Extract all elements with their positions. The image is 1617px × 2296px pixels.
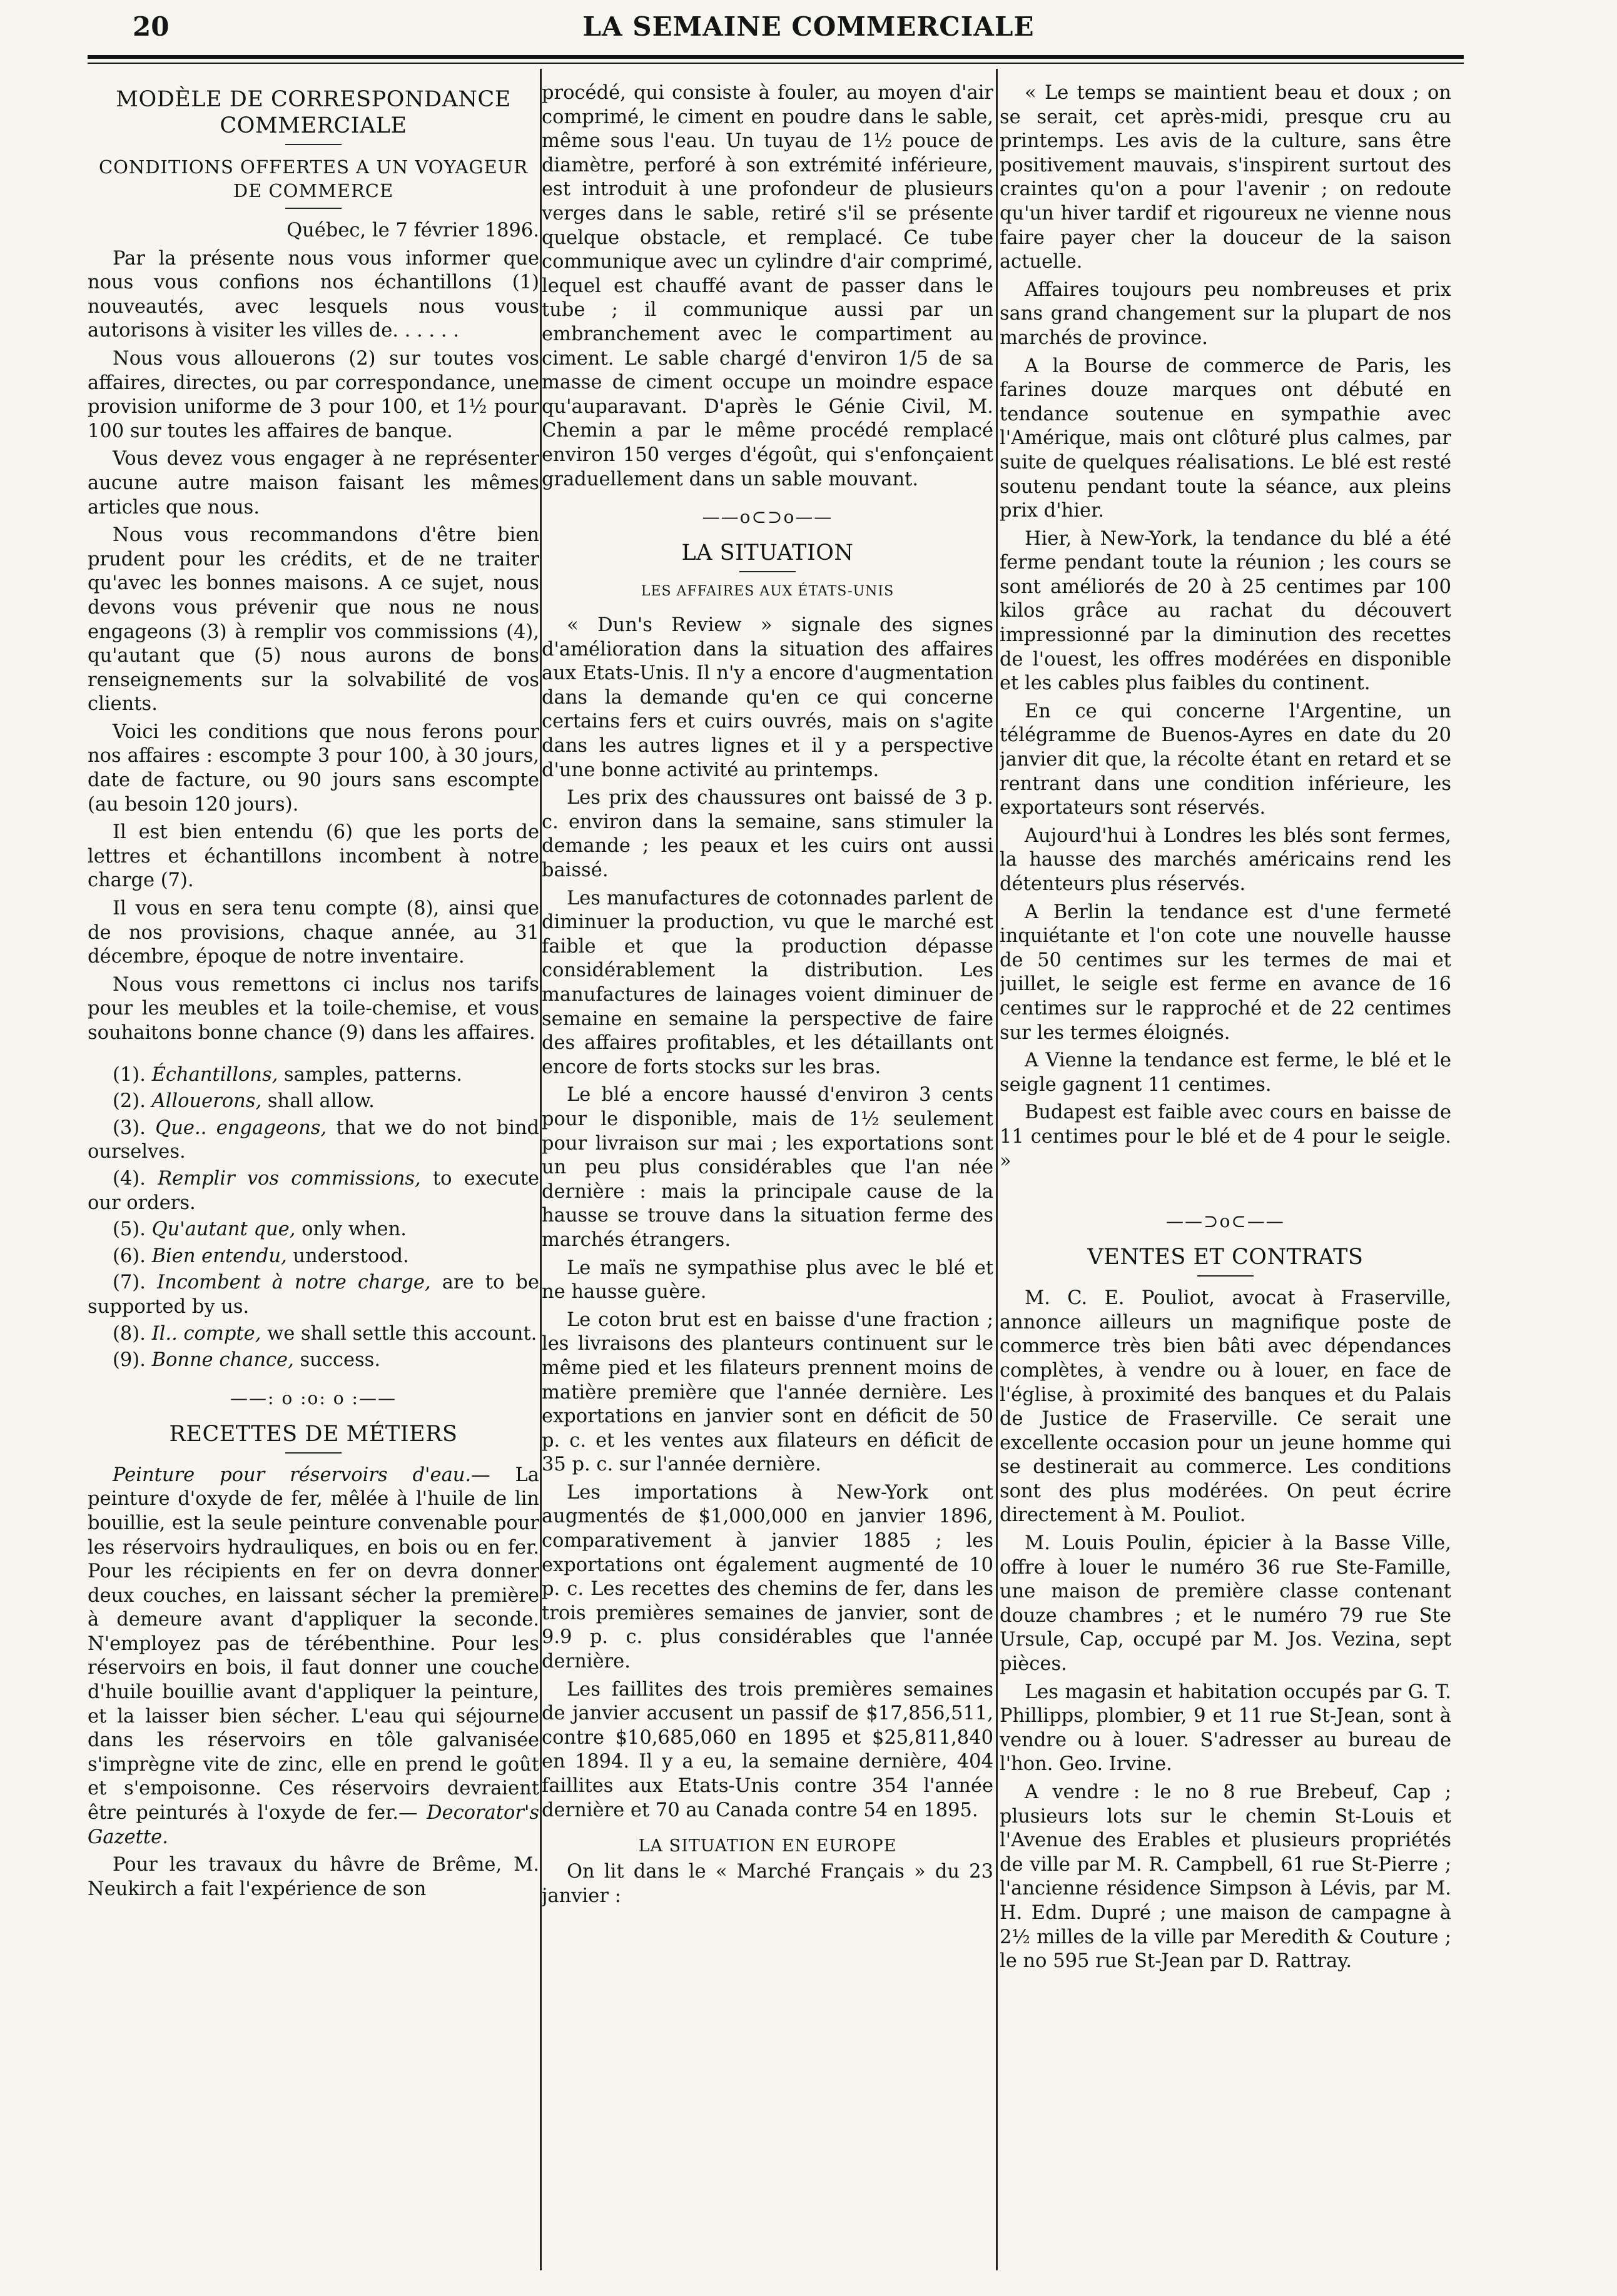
note-item: (1). Échantillons, samples, patterns.	[113, 1063, 462, 1086]
note-item: (9). Bonne chance, success.	[113, 1349, 381, 1372]
article-title-recettes: RECETTES DE MÉTIERS	[169, 1421, 458, 1447]
article-title-ventes: VENTES ET CONTRATS	[1087, 1245, 1364, 1270]
note-item: (2). Allouerons, shall allow.	[113, 1090, 375, 1113]
article-subtitle: CONDITIONS OFFERTES A UN VOYAGEUR DE COMMERCE	[98, 156, 529, 201]
section-subtitle-etats-unis: LES AFFAIRES AUX ÉTATS-UNIS	[641, 584, 895, 600]
paragraph: Le blé a encore haussé d'environ 3 cents pour le disponible, mais de 1½ seulement pour livraison sur mai ; les exportations sont un peu plus considérables que l'an née dernière : mais la principale cause de la hausse se trouve dans la situation ferme des marchés étrangers.	[542, 1084, 993, 1251]
paragraph: Les manufactures de cotonnades parlent de diminuer la production, vu que le marché est faible et que la production dépasse considérablement la distribution. Les manufactures de lainages voient diminuer de semaine en semaine la perspective de faire des affaires profitables, et les détaillants ont encore de forts stocks sur les bras.	[542, 887, 993, 1078]
paragraph: Hier, à New-York, la tendance du blé a été ferme pendant toute la réunion ; les cours se sont améliorés de 20 à 25 centimes par 100 kilos grâce au rachat du découvert impressionné par la diminution des recettes de l'ouest, les offres modérées en disponible et les cables plus faibles du continent.	[1000, 527, 1451, 695]
paragraph: Nous vous allouerons (2) sur toutes vos affaires, directes, ou par correspondance, une provision uniforme de 3 pour 100, et 1½ pour 100 sur toutes les affaires de banque.	[88, 347, 539, 442]
paragraph: Le coton brut est en baisse d'une fraction ; les livraisons des planteurs continuent sur le même pied et les filateurs prennent moins de matière première que l'année dernière. Les exportations en janvier sont en déficit de 50 p. c. et les ventes aux filateurs en déficit de 35 p. c. sur l'année dernière.	[542, 1308, 993, 1476]
title-rule	[285, 144, 342, 145]
column-3	[1000, 81, 1451, 2283]
column-1	[88, 81, 539, 2283]
paragraph: Vous devez vous engager à ne représenter aucune autre maison faisant les mêmes articles que nous.	[88, 448, 539, 518]
article-title-correspondance: MODÈLE DE CORRESPONDANCE COMMERCIALE	[116, 87, 511, 138]
paragraph: En ce qui concerne l'Argentine, un télégramme de Buenos-Ayres en date du 20 janvier dit que, la récolte étant en retard et se rentrant dans une condition inférieure, les exportateurs sont réservés.	[1000, 700, 1451, 819]
paragraph: Les magasin et habitation occupés par G. T. Phillipps, plombier, 9 et 11 rue St-Jean, sont à vendre ou à louer. S'adresser au bureau de l'hon. Geo. Irvine.	[1000, 1681, 1451, 1776]
paragraph: A vendre : le no 8 rue Brebeuf, Cap ; plusieurs lots sur le chemin St-Louis et l'Avenue des Erables et plusieurs propriétés de ville par M. R. Campbell, 61 rue St-Pierre ; l'ancienne résidence Simpson à Lévis, par M. H. Edm. Dupré ; une maison de campagne à 2½ milles de la ville par Meredith & Couture ; le no 595 rue St-Jean par D. Rattray.	[1000, 1781, 1451, 1973]
section-ornament: ——: o :o: o :——	[230, 1387, 397, 1408]
article-title-situation: LA SITUATION	[681, 540, 854, 566]
paragraph: M. Louis Poulin, épicier à la Basse Ville, offre à louer le numéro 36 rue Ste-Famille, une maison de première classe contenant douze chambres ; et le numéro 79 rue Ste Ursule, Cap, occupé par M. Jos. Vezina, sept pièces.	[1000, 1532, 1451, 1676]
paragraph: Il est bien entendu (6) que les ports de lettres et échantillons incombent à notre charge (7).	[88, 821, 539, 892]
page-number: 20	[133, 11, 170, 42]
paragraph: Les faillites des trois premières semaines de janvier accusent un passif de $17,856,511, contre $10,685,060 en 1895 et $25,811,840 en 1894. Il y a eu, la semaine dernière, 404 faillites aux Etats-Unis contre 354 l'année dernière et 70 au Canada contre 54 en 1895.	[542, 1678, 993, 1821]
note-item: (6). Bien entendu, understood.	[113, 1245, 409, 1267]
paragraph: Le maïs ne sympathise plus avec le blé et ne hausse guère.	[542, 1257, 993, 1303]
paragraph: M. C. E. Pouliot, avocat à Fraserville, annonce ailleurs un magnifique poste de commerce très bien bâti avec dépendances complètes, à vendre ou à louer, en face de l'église, à proximité des banques et du Palais de Justice de Fraserville. Ce serait une excellente occasion pour un jeune homme qui se destinerait au commerce. Les conditions sont des plus modérées. On peut écrire directement à M. Pouliot.	[1000, 1287, 1451, 1527]
note-item: (4). Remplir vos commissions, to execute our orders.	[88, 1167, 539, 1214]
section-subtitle-europe: LA SITUATION EN EUROPE	[638, 1836, 897, 1856]
paragraph: « Dun's Review » signale des signes d'amélioration dans la situation des affaires aux Etats-Unis. Il n'y a encore d'augmentation dans la demande qu'en ce qui concerne certains fers et cuirs ouvrés, mais on s'agite dans les autres lignes et il y a perspective d'une bonne activité au printemps.	[542, 614, 993, 781]
note-item: (3). Que.. engageons, that we do not bind ourselves.	[88, 1116, 539, 1163]
paragraph: Il vous en sera tenu compte (8), ainsi que de nos provisions, chaque année, au 31 décembre, époque de notre inventaire.	[88, 898, 539, 968]
paragraph: Les prix des chaussures ont baissé de 3 p. c. environ dans la semaine, sans stimuler la demande ; les peaux et les cuirs ont aussi baissé.	[542, 787, 993, 882]
section-ornament: ——o⊂⊃o——	[702, 507, 833, 528]
header-rule-thin	[88, 63, 1464, 64]
paragraph: Nous vous remettons ci inclus nos tarifs pour les meubles et la toile-chemise, et vous souhaitons bonne chance (9) dans les affaires.	[88, 973, 539, 1044]
subtitle-rule	[285, 208, 342, 209]
paragraph: Peinture pour réservoirs d'eau.— La peinture d'oxyde de fer, mêlée à l'huile de lin bouillie, est la seule peinture convenable pour les réservoirs hydrauliques, en bois ou en fer. Pour les récipients en fer on devra donner deux couches, en laissant sécher la première à demeure avant d'appliquer la seconde. N'employez pas de térébenthine. Pour les réservoirs en bois, il faut donner une couche d'huile bouillie avant d'appliquer la peinture, et la laisser bien sécher. L'eau qui séjourne dans les réservoirs en tôle galvanisée s'imprègne vite de zinc, elle en prend le goût et s'empoisonne. Ces réservoirs devraient être peinturés à l'oxyde de fer.— Decorator's Gazette.	[88, 1464, 539, 1848]
paragraph: Les importations à New-York ont augmentés de $1,000,000 en janvier 1896, comparativement à janvier 1885 ; les exportations ont également augmenté de 10 p. c. Les recettes des chemins de fer, dans les trois premières semaines de janvier, sont de 9.9 p. c. plus considérables que l'année dernière.	[542, 1481, 993, 1673]
title-rule	[285, 1452, 342, 1454]
paragraph: A la Bourse de commerce de Paris, les farines douze marques ont débuté en tendance soutenue en sympathie avec l'Amérique, mais ont clôturé plus calmes, par suite de quelques réalisations. Le blé est resté soutenu pendant toute la séance, aux pleins prix d'hier.	[1000, 355, 1451, 522]
paragraph: « Le temps se maintient beau et doux ; on se serait, cet après-midi, presque cru au printemps. Les avis de la culture, sans être positivement mauvais, s'inspirent surtout des craintes qu'on a pour l'avenir ; on redoute qu'un hiver tardif et rigoureux ne vienne nous faire payer cher la douceur de la saison actuelle.	[1000, 82, 1451, 273]
section-ornament: ——⊃o⊂——	[1166, 1211, 1285, 1232]
paragraph: On lit dans le « Marché Français » du 23 janvier :	[542, 1861, 993, 1907]
column-2	[542, 81, 993, 2283]
paragraph: Nous vous recommandons d'être bien prudent pour les crédits, et de ne traiter qu'avec les bonnes maisons. A ce sujet, nous devons vous prévenir que nous ne nous engageons (3) à remplir vos commissions (4), qu'autant que (5) nous aurons de bons renseignements sur la solvabilité de vos clients.	[88, 524, 539, 716]
paragraph: Affaires toujours peu nombreuses et prix sans grand changement sur la plupart de nos marchés de province.	[1000, 278, 1451, 349]
column-divider	[996, 69, 998, 2270]
glossary-notes	[88, 1063, 539, 1373]
paragraph: A Berlin la tendance est d'une fermeté inquiétante et l'on cote une nouvelle hausse de 50 centimes sur les termes de mai et juillet, le seigle est ferme en avance de 16 centimes sur le rapproché et de 22 centimes sur les termes éloignés.	[1000, 901, 1451, 1044]
dateline: Québec, le 7 février 1896.	[286, 220, 539, 241]
title-rule	[1197, 1275, 1254, 1277]
note-item: (8). Il.. compte, we shall settle this account.	[113, 1322, 537, 1345]
paragraph: Aujourd'hui à Londres les blés sont fermes, la hausse des marchés américains rend les détenteurs plus réservés.	[1000, 824, 1451, 895]
paragraph: Pour les travaux du hâvre de Brême, M. Neukirch a fait l'expérience de son	[88, 1854, 539, 1900]
paragraph: A Vienne la tendance est ferme, le blé et le seigle gagnent 11 centimes.	[1000, 1049, 1451, 1096]
paragraph: Par la présente nous vous informer que nous vous confions nos échantillons (1) nouveautés, avec lesquels nous vous autorisons à visiter les villes de. . . . . .	[88, 247, 539, 342]
note-item: (7). Incombent à notre charge, are to be supported by us.	[88, 1272, 539, 1318]
running-head: LA SEMAINE COMMERCIALE	[582, 11, 1035, 42]
paragraph: Budapest est faible avec cours en baisse de 11 centimes pour le blé et de 4 pour le seigle. »	[1000, 1101, 1451, 1172]
title-rule	[739, 571, 796, 572]
paragraph: procédé, qui consiste à fouler, au moyen d'air comprimé, le ciment en poudre dans le sable, même sous l'eau. Un tuyau de 1½ pouce de diamètre, perforé à son extrémité inférieure, est introduit à une profondeur de plusieurs verges dans le sable, retiré s'il se présente quelque obstacle, et remplacé. Ce tube communique avec un cylindre d'air comprimé, lequel est chauffé avant de passer dans le tube ; il communique aussi par un embranchement avec le compartiment au ciment. Le sable chargé d'environ 1/5 de sa masse de ciment occupe un moindre espace qu'auparavant. D'après le Génie Civil, M. Chemin a par le même procédé remplacé environ 150 verges d'égoût, qui s'enfonçaient graduellement dans un sable mouvant.	[542, 82, 993, 490]
paragraph: Voici les conditions que nous ferons pour nos affaires : escompte 3 pour 100, à 30 jours, date de facture, ou 90 jours sans escompte (au besoin 120 jours).	[88, 721, 539, 816]
note-item: (5). Qu'autant que, only when.	[113, 1218, 407, 1241]
header-rule	[88, 55, 1464, 59]
